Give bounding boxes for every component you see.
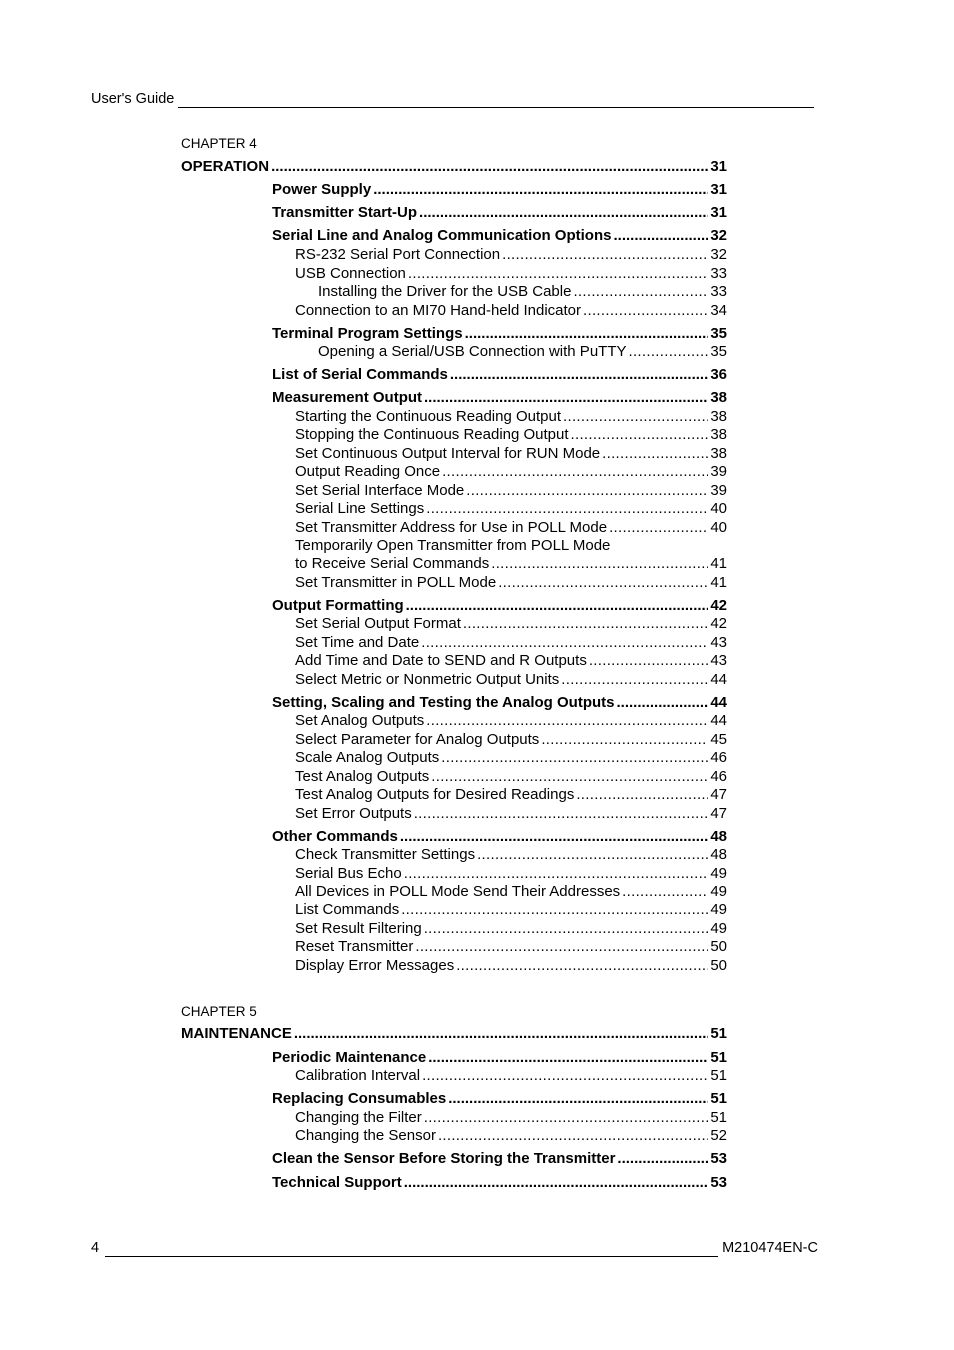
dot-leader [404,1174,709,1192]
toc-page-number: 47 [710,805,727,822]
toc-entry-title: Power Supply [272,181,372,198]
toc-entry[interactable] [272,325,727,343]
toc-entry[interactable] [295,482,727,500]
toc-entry-title: Set Transmitter in POLL Mode [295,574,497,591]
toc-entry[interactable] [295,865,727,883]
dot-leader [441,749,708,767]
dot-leader [421,634,708,652]
dot-leader [576,786,708,804]
toc-page-number: 33 [710,265,727,282]
dot-leader [463,615,708,633]
toc-entry-title: Connection to an MI70 Hand-held Indicator [295,302,582,319]
toc-entry[interactable] [272,227,727,245]
toc-entry[interactable] [272,389,727,407]
dot-leader [419,204,708,222]
toc-entry-title: Output Formatting [272,597,404,614]
dot-leader [424,920,709,938]
toc-entry[interactable] [272,1090,727,1108]
dot-leader [422,1067,708,1085]
toc-entry[interactable] [295,883,727,901]
toc-page-number: 47 [710,786,727,803]
toc-entry-title: Serial Bus Echo [295,865,402,882]
toc-entry[interactable] [295,615,727,633]
dot-leader [401,901,708,919]
dot-leader [466,482,708,500]
toc-entry[interactable] [295,768,727,786]
dot-leader [431,768,708,786]
toc-entry-title: Starting the Continuous Reading Output [295,408,562,425]
toc-entry-title: Scale Analog Outputs [295,749,440,766]
toc-page-number: 40 [710,519,727,536]
dot-leader [424,389,708,407]
toc-page-number: 44 [710,712,727,729]
toc-page-number: 44 [710,671,727,688]
dot-leader [414,805,709,823]
dot-leader [609,519,708,537]
dot-leader [426,712,708,730]
dot-leader [271,158,708,176]
toc-entry-title: Reset Transmitter [295,938,414,955]
toc-entry-title: Calibration Interval [295,1067,421,1084]
toc-entry-title: Test Analog Outputs for Desired Readings [295,786,575,803]
toc-entry[interactable] [181,158,727,176]
toc-entry-title: Changing the Sensor [295,1127,436,1144]
dot-leader [294,1025,708,1043]
toc-page-number: 32 [710,246,727,263]
toc-entry-title: Set Serial Output Format [295,615,461,632]
toc-page-number: 35 [710,343,727,360]
toc-entry[interactable] [295,920,727,938]
footer-page-number: 4 [91,1240,100,1256]
toc-entry-title: Select Metric or Nonmetric Output Units [295,671,560,688]
toc-entry-title: Output Reading Once [295,463,441,480]
toc-page-number: 46 [710,749,727,766]
dot-leader [617,694,709,712]
toc-page-number: 52 [710,1127,727,1144]
toc-entry-title: Transmitter Start-Up [272,204,418,221]
toc-page-number: 40 [710,500,727,517]
dot-leader [424,1109,709,1127]
footer-rule [105,1242,718,1257]
toc-entry-title: Serial Line and Analog Communication Options [272,227,612,244]
toc-page-number: 38 [710,445,727,462]
dot-leader [602,445,708,463]
toc-page-number: 46 [710,768,727,785]
toc-entry-title: MAINTENANCE [181,1025,292,1042]
dot-leader [571,426,709,444]
dot-leader [589,652,708,670]
toc-page-number: 49 [710,883,727,900]
dot-leader [428,1049,708,1067]
toc-page-number: 49 [710,901,727,918]
toc-page-number: 48 [710,846,727,863]
dot-leader [408,265,708,283]
toc-entry-title: Other Commands [272,828,398,845]
toc-entry[interactable] [295,901,727,919]
dot-leader [491,555,708,573]
toc-entry[interactable] [295,712,727,730]
chapter-label: CHAPTER 4 [181,136,257,151]
toc-page-number: 35 [710,325,727,342]
dot-leader [541,731,708,749]
toc-entry[interactable] [295,445,727,463]
toc-page-number: 45 [710,731,727,748]
toc-entry[interactable] [295,500,727,518]
dot-leader [426,500,708,518]
toc-entry-title: Periodic Maintenance [272,1049,427,1066]
dot-leader [502,246,708,264]
toc-entry[interactable] [295,1067,727,1085]
toc-entry[interactable] [181,1025,727,1043]
dot-leader [629,343,709,361]
toc-page-number: 51 [710,1109,727,1126]
toc-entry[interactable] [272,1174,727,1192]
toc-entry-title: Set Result Filtering [295,920,422,937]
toc-entry[interactable] [272,181,727,199]
dot-leader [622,883,708,901]
toc-entry-title: Set Error Outputs [295,805,412,822]
toc-page-number: 42 [710,615,727,632]
toc-page-number: 39 [710,482,727,499]
dot-leader [573,283,708,301]
toc-entry[interactable] [295,634,727,652]
toc-entry-title: OPERATION [181,158,270,175]
toc-page-number: 51 [710,1090,727,1107]
dot-leader [373,181,708,199]
toc-entry-title: List of Serial Commands [272,366,448,383]
toc-page-number: 34 [710,302,727,319]
toc-entry[interactable] [295,408,727,426]
toc-page-number: 50 [710,957,727,974]
toc-entry-title: Measurement Output [272,389,423,406]
header-rule [178,93,814,108]
toc-entry[interactable] [295,805,727,823]
toc-entry[interactable] [295,671,727,689]
dot-leader [613,227,708,245]
toc-page-number: 41 [710,574,727,591]
toc-page-number: 38 [710,426,727,443]
toc-page-number: 31 [710,181,727,198]
toc-page-number: 44 [710,694,727,711]
toc-entry[interactable] [295,749,727,767]
toc-page-number: 42 [710,597,727,614]
toc-entry[interactable] [295,574,727,592]
toc-entry[interactable] [295,957,727,975]
toc-entry[interactable] [272,597,727,615]
toc-entry-title: Replacing Consumables [272,1090,447,1107]
toc-entry[interactable] [295,426,727,444]
toc-page-number: 53 [710,1174,727,1191]
dot-leader [400,828,708,846]
footer-doc-code: M210474EN-C [722,1240,818,1256]
page-footer [91,1239,818,1257]
toc-entry-title: RS-232 Serial Port Connection [295,246,501,263]
toc-page-number: 31 [710,204,727,221]
toc-entry-title: Stopping the Continuous Reading Output [295,426,569,443]
toc-entry[interactable] [295,652,727,670]
toc-entry-title: Terminal Program Settings [272,325,463,342]
toc-entry[interactable] [295,786,727,804]
dot-leader [498,574,708,592]
toc-entry[interactable] [295,463,727,481]
toc-page-number: 49 [710,920,727,937]
toc-entry[interactable] [295,731,727,749]
toc-page-number: 31 [710,158,727,175]
toc-entry-title: Changing the Filter [295,1109,422,1126]
toc-entry-title: Installing the Driver for the USB Cable [318,283,572,300]
toc-entry-title: Select Parameter for Analog Outputs [295,731,540,748]
toc-entry-title: Set Analog Outputs [295,712,425,729]
toc-entry-title: Check Transmitter Settings [295,846,476,863]
toc-entry[interactable] [318,343,727,361]
dot-leader [406,597,709,615]
dot-leader [477,846,708,864]
toc-entry-title: Test Analog Outputs [295,768,430,785]
dot-leader [456,957,708,975]
toc-entry-title: Opening a Serial/USB Connection with PuTTY [318,343,627,360]
toc-entry-title: Set Transmitter Address for Use in POLL Mode [295,519,608,536]
dot-leader [404,865,709,883]
toc-page-number: 32 [710,227,727,244]
toc-entry-title: Serial Line Settings [295,500,425,517]
toc-entry[interactable] [295,1109,727,1127]
toc-entry-title: Technical Support [272,1174,402,1191]
dot-leader [617,1150,708,1168]
toc-page-number: 43 [710,652,727,669]
toc-entry-title: Add Time and Date to SEND and R Outputs [295,652,587,669]
dot-leader [448,1090,708,1108]
dot-leader [563,408,708,426]
toc-entry[interactable] [272,1049,727,1067]
page-header [91,90,814,108]
toc-entry[interactable] [295,302,727,320]
dot-leader [450,366,708,384]
toc-entry[interactable] [272,828,727,846]
toc-entry-title: Set Serial Interface Mode [295,482,465,499]
toc-entry[interactable] [272,366,727,384]
toc-entry[interactable] [295,537,727,555]
toc-entry-title: Setting, Scaling and Testing the Analog Outputs [272,694,615,711]
dot-leader [465,325,709,343]
toc-entry-title: Clean the Sensor Before Storing the Transmitter [272,1150,616,1167]
toc-entry[interactable] [318,283,727,301]
chapter-label: CHAPTER 5 [181,1004,257,1019]
toc-entry[interactable] [272,204,727,222]
toc-page-number: 51 [710,1025,727,1042]
toc-page-number: 41 [710,555,727,572]
toc-page-number: 33 [710,283,727,300]
toc-entry[interactable] [272,694,727,712]
toc-entry[interactable] [295,938,727,956]
toc-entry[interactable] [295,265,727,283]
toc-page-number: 43 [710,634,727,651]
toc-entry-title: Set Continuous Output Interval for RUN Mode [295,445,601,462]
toc-entry[interactable] [295,1127,727,1145]
toc-page-number: 38 [710,389,727,406]
toc-entry-title: All Devices in POLL Mode Send Their Addresses [295,883,621,900]
toc-page-number: 50 [710,938,727,955]
dot-leader [561,671,708,689]
toc-entry[interactable] [295,846,727,864]
dot-leader [442,463,708,481]
toc-page-number: 49 [710,865,727,882]
toc-entry-title: Temporarily Open Transmitter from POLL Mode [295,537,611,554]
dot-leader [438,1127,708,1145]
toc-entry[interactable] [295,246,727,264]
toc-entry-title: Set Time and Date [295,634,420,651]
toc-entry-title: List Commands [295,901,400,918]
toc-page-number: 48 [710,828,727,845]
toc-page-number: 53 [710,1150,727,1167]
toc-entry-title: Display Error Messages [295,957,455,974]
toc-page-number: 38 [710,408,727,425]
toc-entry[interactable] [295,555,727,573]
header-title: User's Guide [91,91,175,107]
toc-entry[interactable] [295,519,727,537]
toc-page-number: 39 [710,463,727,480]
dot-leader [415,938,708,956]
toc-entry[interactable] [272,1150,727,1168]
dot-leader [583,302,708,320]
toc-entry-title: USB Connection [295,265,406,282]
toc-page-number: 51 [710,1067,727,1084]
toc-entry-title: to Receive Serial Commands [295,555,490,572]
toc-page-number: 51 [710,1049,727,1066]
toc-page-number: 36 [710,366,727,383]
